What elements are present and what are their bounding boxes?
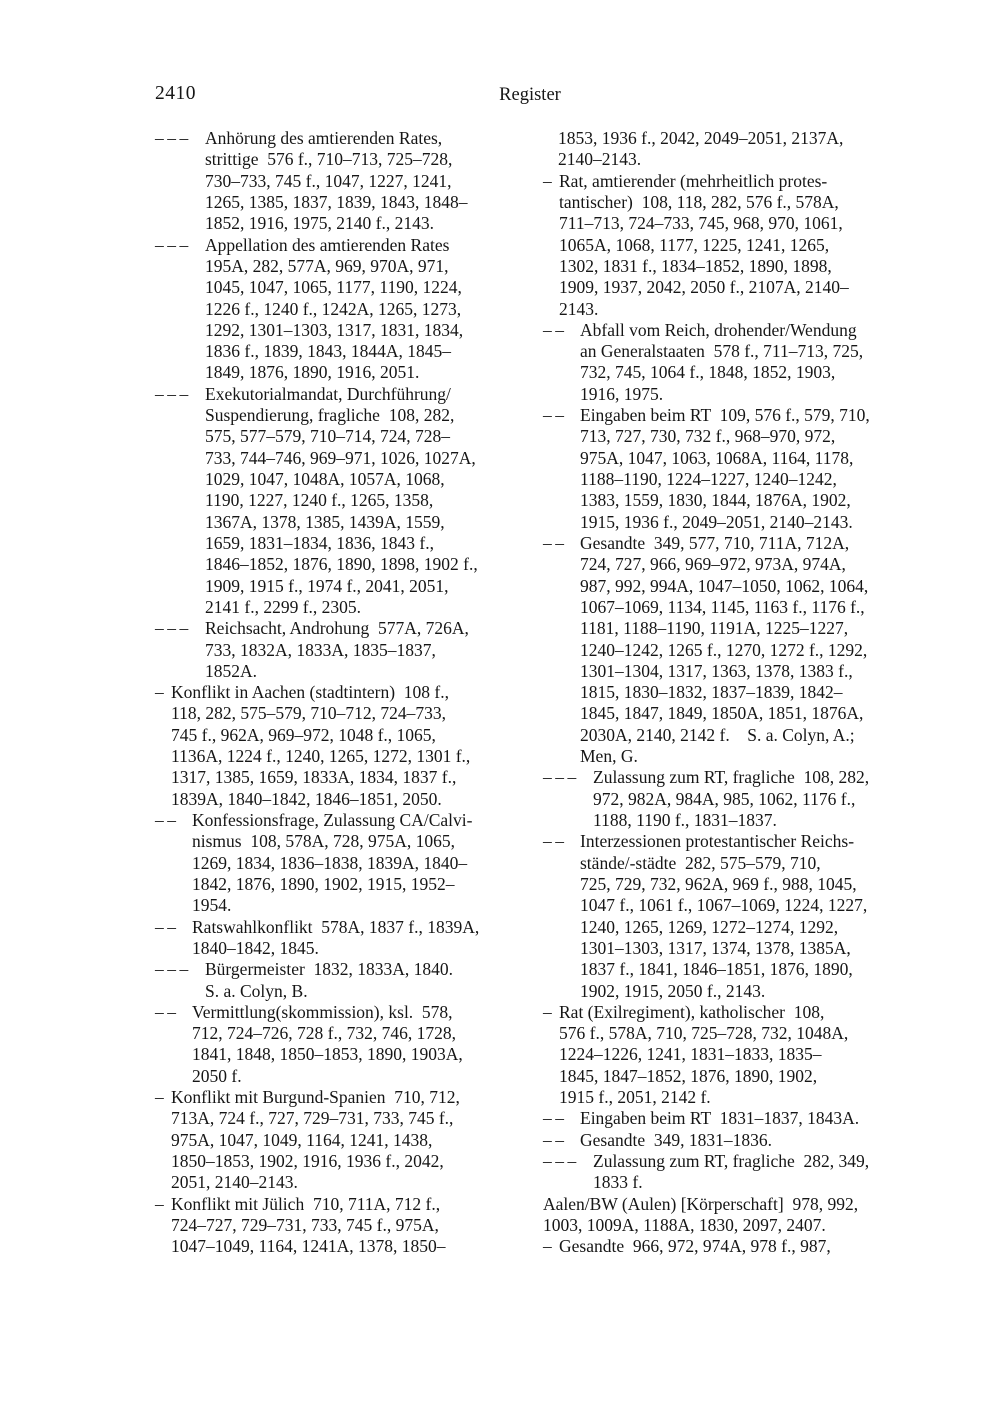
index-entry-line: Zulassung zum RT, fragliche 282, 349, xyxy=(593,1151,870,1171)
index-entry-line: 713, 727, 730, 732 f., 968–970, 972, xyxy=(580,426,836,447)
index-entry-line: 1065A, 1068, 1177, 1225, 1241, 1265, xyxy=(559,234,830,255)
index-entry-line: 1292, 1301–1303, 1317, 1831, 1834, xyxy=(205,319,464,340)
index-entry-line: 1240, 1265, 1269, 1272–1274, 1292, xyxy=(580,916,839,937)
index-entry-line: Anhörung des amtierenden Rates, xyxy=(205,128,443,148)
index-entry xyxy=(155,1002,508,1087)
entry-dash-prefix: –– xyxy=(543,831,568,852)
index-entry-line: 1954. xyxy=(192,895,232,916)
index-entry-line: 745 f., 962A, 969–972, 1048 f., 1065, xyxy=(171,724,436,745)
index-entry-line: 1915 f., 2051, 2142 f. xyxy=(559,1087,711,1108)
entry-dash-prefix: –– xyxy=(155,916,180,937)
index-entry-line: S. a. Colyn, B. xyxy=(205,980,308,1001)
index-entry-line: an Generalstaaten 578 f., 711–713, 725, xyxy=(580,341,864,362)
entry-dash-prefix: –– xyxy=(543,1129,568,1150)
index-entry-line: 1301–1304, 1317, 1363, 1378, 1383 f., xyxy=(580,660,853,681)
index-entry-line: 1839A, 1840–1842, 1846–1851, 2050. xyxy=(171,788,442,809)
entry-dash-prefix: – xyxy=(155,682,168,703)
index-entry xyxy=(543,831,905,1002)
index-entry-line: Abfall vom Reich, drohender/Wendung xyxy=(580,319,857,340)
index-entry-line: 1188, 1190 f., 1831–1837. xyxy=(593,810,777,830)
index-columns xyxy=(155,128,1004,1258)
index-entry xyxy=(543,1194,905,1237)
index-entry-line: 1846–1852, 1876, 1890, 1898, 1902 f., xyxy=(205,554,478,575)
index-entry-line: 732, 745, 1064 f., 1848, 1852, 1903, xyxy=(580,362,836,383)
index-entry xyxy=(543,320,905,405)
index-entry-line: Eingaben beim RT 109, 576 f., 579, 710, xyxy=(580,405,870,426)
index-entry-line: 1845, 1847–1852, 1876, 1890, 1902, xyxy=(559,1065,818,1086)
index-entry-line: 2143. xyxy=(559,298,599,319)
index-entry-line: 1849, 1876, 1890, 1916, 2051. xyxy=(205,362,420,383)
index-entry xyxy=(155,959,508,1002)
index-entry-line: 730–733, 745 f., 1047, 1227, 1241, xyxy=(205,170,452,191)
entry-dash-prefix: – xyxy=(543,170,556,191)
index-entry xyxy=(155,810,508,917)
index-entry-line: 733, 1832A, 1833A, 1835–1837, xyxy=(205,639,436,660)
index-entry xyxy=(155,128,508,235)
index-entry-line: 1181, 1188–1190, 1191A, 1225–1227, xyxy=(580,618,849,639)
index-entry-line: 1815, 1830–1832, 1837–1839, 1842– xyxy=(580,682,843,703)
index-entry xyxy=(543,405,905,533)
index-entry xyxy=(155,235,508,384)
index-entry-line: Gesandte 349, 1831–1836. xyxy=(580,1129,772,1150)
index-entry-line: Rat, amtierender (mehrheitlich protes- xyxy=(559,170,828,191)
index-entry-line: 1367A, 1378, 1385, 1439A, 1559, xyxy=(205,511,445,532)
index-entry xyxy=(155,384,508,618)
index-entry-line: Konflikt mit Jülich 710, 711A, 712 f., xyxy=(171,1193,441,1214)
entry-dash-prefix: ––– xyxy=(155,128,192,148)
index-entry xyxy=(543,1130,905,1151)
entry-dash-prefix: ––– xyxy=(155,618,192,639)
index-entry xyxy=(543,1002,905,1109)
index-entry xyxy=(155,1087,508,1194)
index-entry-line: 1265, 1385, 1837, 1839, 1843, 1848– xyxy=(205,191,468,212)
index-entry-line: stände/-städte 282, 575–579, 710, xyxy=(580,852,821,873)
index-entry-line: 711–713, 724–733, 745, 968, 970, 1061, xyxy=(559,213,843,234)
index-entry-line: Vermittlung(skommission), ksl. 578, xyxy=(192,1001,453,1022)
index-entry xyxy=(543,1151,905,1194)
index-entry-line: 1659, 1831–1834, 1836, 1843 f., xyxy=(205,532,434,553)
index-entry-line: 1915, 1936 f., 2049–2051, 2140–2143. xyxy=(580,511,853,532)
entry-dash-prefix: ––– xyxy=(543,1151,580,1171)
entry-dash-prefix: – xyxy=(543,1001,556,1022)
index-entry xyxy=(543,1236,905,1257)
index-entry-line: 1047–1049, 1164, 1241A, 1378, 1850– xyxy=(171,1236,446,1257)
index-entry-line: 1240–1242, 1265 f., 1270, 1272 f., 1292, xyxy=(580,639,868,660)
index-entry-line: 1845, 1847, 1849, 1850A, 1851, 1876A, xyxy=(580,703,864,724)
index-entry xyxy=(543,533,905,767)
index-entry-line: 1852, 1916, 1975, 2140 f., 2143. xyxy=(205,213,434,234)
index-entry-line: 1047 f., 1061 f., 1067–1069, 1224, 1227, xyxy=(580,895,868,916)
entry-dash-prefix: –– xyxy=(543,1108,568,1129)
index-entry-line: 712, 724–726, 728 f., 732, 746, 1728, xyxy=(192,1023,456,1044)
index-entry-line: 1045, 1047, 1065, 1177, 1190, 1224, xyxy=(205,277,462,298)
index-entry-line: 1916, 1975. xyxy=(580,383,664,404)
index-entry xyxy=(155,1194,508,1258)
index-entry-line: 1383, 1559, 1830, 1844, 1876A, 1902, xyxy=(580,490,851,511)
index-entry-line: Reichsacht, Androhung 577A, 726A, xyxy=(205,618,469,639)
index-entry-line: Men, G. xyxy=(580,746,638,767)
index-entry-line: Bürgermeister 1832, 1833A, 1840. xyxy=(205,959,454,980)
page-number: 2410 xyxy=(155,83,196,104)
index-entry-line: 1302, 1831 f., 1834–1852, 1890, 1898, xyxy=(559,255,832,276)
index-entry-line: 1850–1853, 1902, 1916, 1936 f., 2042, xyxy=(171,1151,444,1171)
index-entry-line: 195A, 282, 577A, 969, 970A, 971, xyxy=(205,255,449,276)
index-entry-line: 2140–2143. xyxy=(558,149,642,170)
index-entry-line: 1029, 1047, 1048A, 1057A, 1068, xyxy=(205,469,445,489)
index-entry-line: 1833 f. xyxy=(593,1172,643,1193)
index-entry-line: 1837 f., 1841, 1846–1851, 1876, 1890, xyxy=(580,959,853,980)
index-entry-line: 576 f., 578A, 710, 725–728, 732, 1048A, xyxy=(559,1023,849,1044)
index-entry-line: 1190, 1227, 1240 f., 1265, 1358, xyxy=(205,490,434,511)
index-entry-line: 1224–1226, 1241, 1831–1833, 1835– xyxy=(559,1044,822,1065)
index-entry-line: 987, 992, 994A, 1047–1050, 1062, 1064, xyxy=(580,575,869,596)
entry-dash-prefix: ––– xyxy=(155,383,192,404)
index-entry-line: Konfessionsfrage, Zulassung CA/Calvi- xyxy=(192,810,473,830)
index-entry-line: Rat (Exilregiment), katholischer 108, xyxy=(559,1001,825,1022)
entry-dash-prefix: – xyxy=(155,1087,168,1108)
index-entry-line: Konflikt in Aachen (stadtintern) 108 f., xyxy=(171,682,449,703)
index-entry-line: tantischer) 108, 118, 282, 576 f., 578A, xyxy=(559,191,839,212)
index-column-right xyxy=(543,128,905,1258)
index-entry-line: 575, 577–579, 710–714, 724, 728– xyxy=(205,426,450,447)
index-entry-line: Gesandte 349, 577, 710, 711A, 712A, xyxy=(580,532,850,553)
entry-dash-prefix: ––– xyxy=(543,767,580,788)
index-entry-line: Exekutorialmandat, Durchführung/ xyxy=(205,383,451,404)
entry-dash-prefix: –– xyxy=(543,405,568,426)
index-entry xyxy=(543,128,905,171)
entry-dash-prefix: –– xyxy=(155,810,180,830)
index-entry-line: 1842, 1876, 1890, 1902, 1915, 1952– xyxy=(192,873,455,894)
index-entry-line: 1136A, 1224 f., 1240, 1265, 1272, 1301 f., xyxy=(171,746,471,767)
index-entry-line: 1188–1190, 1224–1227, 1240–1242, xyxy=(580,469,837,489)
index-entry xyxy=(543,171,905,320)
index-entry-line: 733, 744–746, 969–971, 1026, 1027A, xyxy=(205,447,476,468)
index-entry xyxy=(543,1108,905,1129)
index-entry-line: 1841, 1848, 1850–1853, 1890, 1903A, xyxy=(192,1044,463,1065)
index-entry xyxy=(543,767,905,831)
index-entry-line: 118, 282, 575–579, 710–712, 724–733, xyxy=(171,703,446,724)
index-entry-line: Appellation des amtierenden Rates xyxy=(205,234,450,255)
index-entry-line: 1067–1069, 1134, 1145, 1163 f., 1176 f., xyxy=(580,596,865,617)
index-entry-line: Aalen/BW (Aulen) [Körperschaft] 978, 992, xyxy=(543,1193,859,1214)
entry-dash-prefix xyxy=(543,128,558,171)
index-column-left xyxy=(155,128,508,1258)
index-entry-line: 713A, 724 f., 727, 729–731, 733, 745 f., xyxy=(171,1108,454,1129)
index-entry-line: 1909, 1915 f., 1974 f., 2041, 2051, xyxy=(205,575,449,596)
index-entry-line: 1902, 1915, 2050 f., 2143. xyxy=(580,980,766,1001)
index-entry-line: 1226 f., 1240 f., 1242A, 1265, 1273, xyxy=(205,298,462,319)
index-entry xyxy=(155,917,508,960)
entry-dash-prefix: ––– xyxy=(155,959,192,980)
index-entry-line: Zulassung zum RT, fragliche 108, 282, xyxy=(593,767,870,788)
index-entry xyxy=(155,618,508,682)
entry-dash-prefix: ––– xyxy=(155,234,192,255)
index-entry-line: strittige 576 f., 710–713, 725–728, xyxy=(205,149,453,170)
index-entry-line: 972, 982A, 984A, 985, 1062, 1176 f., xyxy=(593,788,856,809)
index-entry-line: 1269, 1834, 1836–1838, 1839A, 1840– xyxy=(192,852,468,873)
index-entry-line: 2030A, 2140, 2142 f. S. a. Colyn, A.; xyxy=(580,724,855,745)
index-entry-line: 1301–1303, 1317, 1374, 1378, 1385A, xyxy=(580,937,851,958)
index-entry-line: Interzessionen protestantischer Reichs- xyxy=(580,831,855,852)
index-entry-line: 724–727, 729–731, 733, 745 f., 975A, xyxy=(171,1214,439,1235)
entry-dash-prefix: – xyxy=(543,1236,556,1257)
index-entry-line: 1840–1842, 1845. xyxy=(192,937,319,958)
index-entry-line: 725, 729, 732, 962A, 969 f., 988, 1045, xyxy=(580,873,857,894)
index-entry-line: 1852A. xyxy=(205,660,258,681)
index-entry-line: 2051, 2140–2143. xyxy=(171,1172,298,1193)
index-entry-line: 1836 f., 1839, 1843, 1844A, 1845– xyxy=(205,341,451,362)
entry-dash-prefix: – xyxy=(155,1193,168,1214)
index-entry-line: 2141 f., 2299 f., 2305. xyxy=(205,596,362,617)
index-entry-line: 724, 727, 966, 969–972, 973A, 974A, xyxy=(580,554,846,575)
index-entry-line: 975A, 1047, 1049, 1164, 1241, 1438, xyxy=(171,1129,433,1150)
index-entry-line: 1317, 1385, 1659, 1833A, 1834, 1837 f., xyxy=(171,767,457,788)
index-entry-line: 1003, 1009A, 1188A, 1830, 2097, 2407. xyxy=(543,1214,826,1235)
index-entry-line: Ratswahlkonflikt 578A, 1837 f., 1839A, xyxy=(192,916,480,937)
index-entry-line: 1909, 1937, 2042, 2050 f., 2107A, 2140– xyxy=(559,277,849,298)
index-entry-line: 1853, 1936 f., 2042, 2049–2051, 2137A, xyxy=(558,128,844,148)
index-entry-line: Gesandte 966, 972, 974A, 978 f., 987, xyxy=(559,1236,831,1257)
entry-dash-prefix: –– xyxy=(543,319,568,340)
running-title: Register xyxy=(499,85,561,105)
entry-dash-prefix: –– xyxy=(543,532,568,553)
index-entry-line: nismus 108, 578A, 728, 975A, 1065, xyxy=(192,831,455,852)
index-entry xyxy=(155,682,508,810)
entry-dash-prefix: –– xyxy=(155,1001,180,1022)
index-entry-line: Konflikt mit Burgund-Spanien 710, 712, xyxy=(171,1087,460,1108)
index-entry-line: Eingaben beim RT 1831–1837, 1843A. xyxy=(580,1108,860,1129)
page-header xyxy=(155,82,905,106)
index-entry-line: Suspendierung, fragliche 108, 282, xyxy=(205,405,455,426)
index-entry-line: 2050 f. xyxy=(192,1065,242,1086)
index-entry-line: 975A, 1047, 1063, 1068A, 1164, 1178, xyxy=(580,447,854,468)
